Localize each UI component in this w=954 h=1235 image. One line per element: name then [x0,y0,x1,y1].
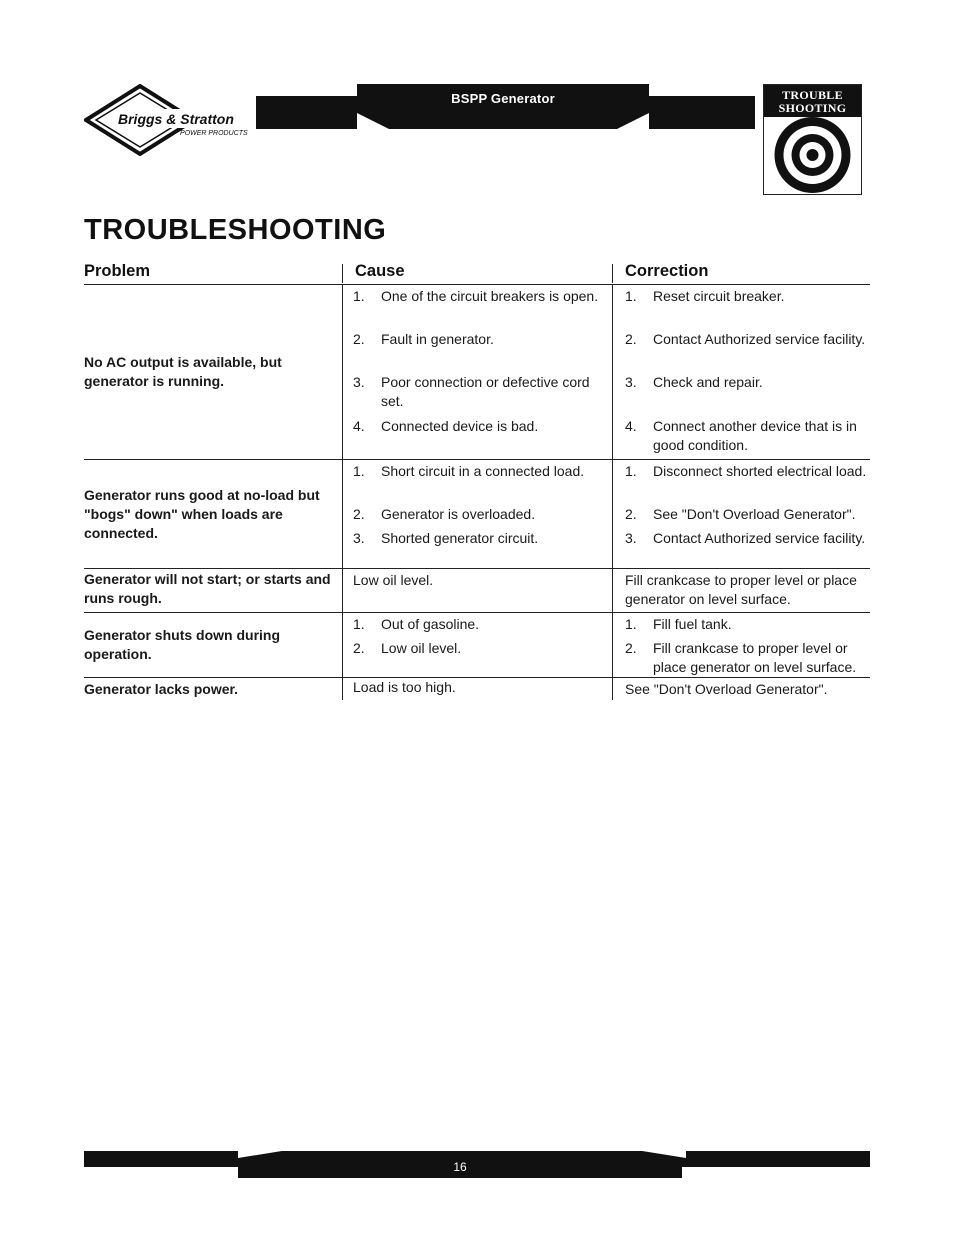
header-cause: Cause [342,264,612,283]
cause-cell [342,613,612,677]
header-notch-left [357,113,389,129]
badge-label [764,85,861,117]
list-item: 2. Fault in generator. [353,331,494,347]
list-item: 3. Shorted generator circuit. [353,530,539,546]
briggs-stratton-logo [84,84,256,156]
list-item: 4. Connected device is bad. [353,418,539,434]
cause-cell: Low oil level. [342,569,612,612]
table-row [84,678,870,700]
cause-cell: Load is too high. [342,678,612,700]
cause-cell [342,460,612,568]
list-item: 1. Short circuit in a connected load. [353,463,585,479]
footer-notch-right [636,1150,686,1158]
correction-cell: See "Don't Overload Generator". [612,678,870,700]
list-item: 4. Connect another device that is in good condition. [625,418,857,453]
page-number: 16 [238,1155,682,1178]
problem-cell: Generator lacks power. [84,681,239,697]
header-correction: Correction [612,264,870,283]
target-icon [764,115,861,194]
correction-cell: Fill crankcase to proper level or place generator on level surface. [612,569,870,612]
footer-notch-left [238,1150,288,1158]
problem-cell: No AC output is available, but generator is running. [84,354,282,389]
problem-cell: Generator shuts down during operation. [84,627,281,662]
list-item: 3. Contact Authorized service facility. [625,530,866,546]
list-item: 1. Out of gasoline. [353,616,480,632]
problem-cell: Generator will not start; or starts and runs rough. [84,571,331,606]
list-item: 2. Fill crankcase to proper level or place generator on level surface. [625,640,857,675]
list-item: 1. One of the circuit breakers is open. [353,288,599,304]
badge-line-1: TROUBLE [782,88,843,102]
page-title: TROUBLESHOOTING [84,214,387,246]
correction-cell [612,460,870,568]
brand-sub: POWER PRODUCTS [180,130,248,137]
header-notch-right [617,113,649,129]
correction-cell [612,285,870,459]
list-item: 1. Reset circuit breaker. [625,288,785,304]
troubleshooting-table [84,260,870,700]
list-item: 2. See "Don't Overload Generator". [625,506,856,522]
table-row [84,460,870,569]
troubleshooting-badge [763,84,862,195]
correction-cell [612,613,870,677]
list-item: 1. Fill fuel tank. [625,616,732,632]
table-header [84,260,870,285]
list-item: 3. Check and repair. [625,374,763,390]
doc-title: BSPP Generator [357,84,649,113]
cause-cell [342,285,612,459]
list-item: 2. Generator is overloaded. [353,506,536,522]
header-problem: Problem [84,262,151,280]
list-item: 1. Disconnect shorted electrical load. [625,463,867,479]
table-row [84,613,870,678]
badge-line-2: SHOOTING [778,101,847,115]
table-row [84,285,870,460]
brand-name: Briggs & Stratton [118,111,234,127]
list-item: 2. Contact Authorized service facility. [625,331,866,347]
list-item: 2. Low oil level. [353,640,462,656]
list-item: 3. Poor connection or defective cord set. [353,374,590,409]
table-row [84,569,870,613]
problem-cell: Generator runs good at no-load but "bogs" down" when loads are connected. [84,486,320,541]
